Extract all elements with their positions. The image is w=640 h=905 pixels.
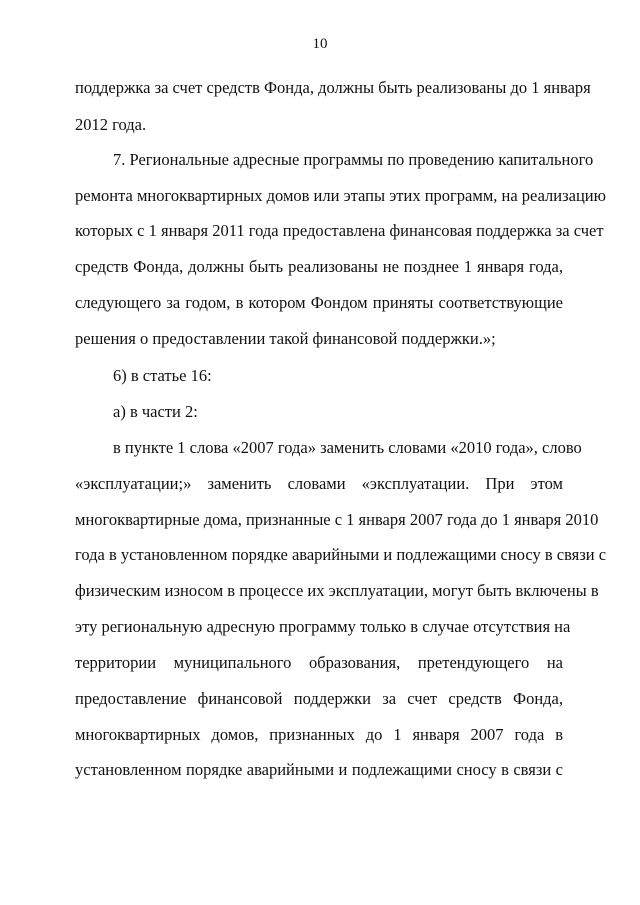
text-line: следующего за годом, в котором Фондом приняты соответствующие [75,293,563,312]
text-line: ремонта многоквартирных домов или этапы этих программ, на реализацию [75,186,606,205]
text-line: 2012 года. [75,115,147,134]
text-line: территории муниципального образования, претендующего на [75,653,563,672]
text-line: физическим износом в процессе их эксплуатации, могут быть включены в [75,581,599,600]
text-line: решения о предоставлении такой финансовой поддержки.»; [75,329,496,348]
text-line: эту региональную адресную программу только в случае отсутствия на [75,617,571,636]
text-line: установленном порядке аварийными и подлежащими сносу в связи с [75,760,563,779]
page-number: 10 [312,36,328,52]
text-line: года в установленном порядке аварийными и подлежащими сносу в связи с [75,545,607,564]
text-line: поддержка за счет средств Фонда, должны быть реализованы до 1 января [75,78,591,97]
paragraph-start-line: 7. Региональные адресные программы по проведению капитального [113,150,594,169]
text-line: «эксплуатации;» заменить словами «эксплуатации. При этом [75,474,563,493]
text-line: многоквартирные дома, признанные с 1 января 2007 года до 1 января 2010 [75,510,599,529]
list-item: а) в части 2: [113,402,198,421]
text-line: средств Фонда, должны быть реализованы не позднее 1 января года, [75,257,563,276]
text-line: которых с 1 января 2011 года предоставлена финансовая поддержка за счет [75,221,604,240]
list-item: 6) в статье 16: [113,366,212,385]
paragraph-start-line: в пункте 1 слова «2007 года» заменить словами «2010 года», слово [113,438,582,457]
text-line: предоставление финансовой поддержки за счет средств Фонда, [75,689,563,708]
text-line: многоквартирных домов, признанных до 1 января 2007 года в [75,725,563,744]
